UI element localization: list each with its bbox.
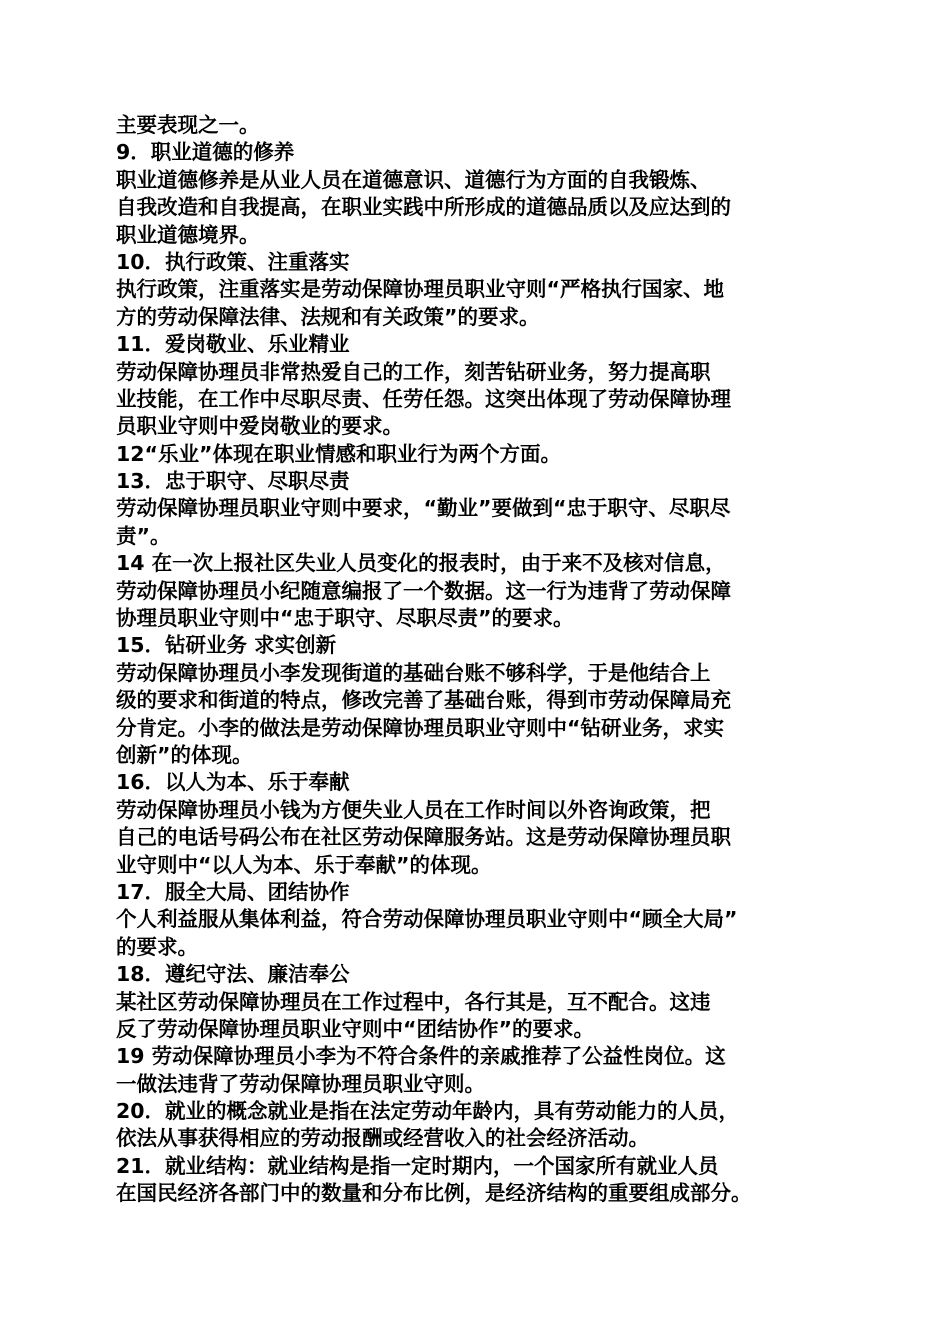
section-heading: 16．以人为本、乐于奉献 (116, 770, 350, 795)
text-line: 自己的电话号码公布在社区劳动保障服务站。这是劳动保障协理员职 (116, 825, 731, 850)
text-line: 的要求。 (116, 934, 198, 959)
text-line: 劳动保障协理员非常热爱自己的工作，刻苦钻研业务，努力提高职 (116, 359, 711, 384)
text-line: 职业道德修养是从业人员在道德意识、道德行为方面的自我锻炼、 (116, 167, 711, 192)
text-line: 创新”的体现。 (116, 742, 253, 767)
text-line: 业技能，在工作中尽职尽责、任劳任怨。这突出体现了劳动保障协理 (116, 386, 731, 411)
section-heading: 10．执行政策、注重落实 (116, 249, 350, 274)
text-line: 个人利益服从集体利益，符合劳动保障协理员职业守则中“顾全大局” (116, 907, 738, 932)
text-line: 劳动保障协理员小李发现街道的基础台账不够科学，于是他结合上 (116, 660, 711, 685)
section-heading: 18．遵纪守法、廉洁奉公 (116, 962, 350, 987)
text-line: 级的要求和街道的特点，修改完善了基础台账，得到市劳动保障局充 (116, 688, 731, 713)
text-line: 主要表现之一。 (116, 113, 260, 137)
section-heading: 15．钻研业务 求实创新 (116, 633, 337, 658)
text-line: 协理员职业守则中“忠于职守、尽职尽责”的要求。 (116, 606, 574, 631)
text-line: 劳动保障协理员小钱为方便失业人员在工作时间以外咨询政策，把 (116, 797, 711, 822)
text-line: 劳动保障协理员小纪随意编报了一个数据。这一行为违背了劳动保障 (116, 578, 731, 603)
text-line: 12“乐业”体现在职业情感和职业行为两个方面。 (116, 441, 561, 466)
section-heading: 13．忠于职守、尽职尽责 (116, 469, 350, 494)
text-line: 某社区劳动保障协理员在工作过程中，各行其是，互不配合。这违 (116, 989, 711, 1014)
text-line: 14 在一次上报社区失业人员变化的报表时，由于来不及核对信息， (116, 551, 726, 576)
text-line: 21．就业结构：就业结构是指一定时期内，一个国家所有就业人员 (116, 1153, 719, 1178)
text-line: 依法从事获得相应的劳动报酬或经营收入的社会经济活动。 (116, 1126, 649, 1151)
text-line: 反了劳动保障协理员职业守则中“团结协作”的要求。 (116, 1016, 594, 1041)
text-line: 职业道德境界。 (116, 222, 260, 247)
text-line: 分肯定。小李的做法是劳动保障协理员职业守则中“钻研业务，求实 (116, 715, 724, 740)
text-line: 19 劳动保障协理员小李为不符合条件的亲戚推荐了公益性岗位。这 (116, 1044, 726, 1069)
text-line: 执行政策，注重落实是劳动保障协理员职业守则“严格执行国家、地 (116, 277, 724, 302)
section-heading: 9．职业道德的修养 (116, 140, 295, 165)
text-line: 业守则中“以人为本、乐于奉献”的体现。 (116, 852, 492, 877)
text-line: 自我改造和自我提高，在职业实践中所形成的道德品质以及应达到的 (116, 195, 731, 220)
section-heading: 11．爱岗敬业、乐业精业 (116, 332, 350, 357)
text-line: 在国民经济各部门中的数量和分布比例，是经济结构的重要组成部分。 (116, 1181, 752, 1206)
text-line: 劳动保障协理员职业守则中要求，“勤业”要做到“忠于职守、尽职尽 (116, 496, 731, 521)
text-line: 员职业守则中爱岗敬业的要求。 (116, 414, 403, 439)
text-line: 20．就业的概念就业是指在法定劳动年龄内，具有劳动能力的人员， (116, 1099, 740, 1124)
text-line: 责”。 (116, 523, 171, 548)
text-line: 方的劳动保障法律、法规和有关政策”的要求。 (116, 304, 540, 329)
section-heading: 17．服全大局、团结协作 (116, 879, 350, 904)
document-page (116, 112, 846, 1208)
text-line: 一做法违背了劳动保障协理员职业守则。 (116, 1071, 485, 1096)
